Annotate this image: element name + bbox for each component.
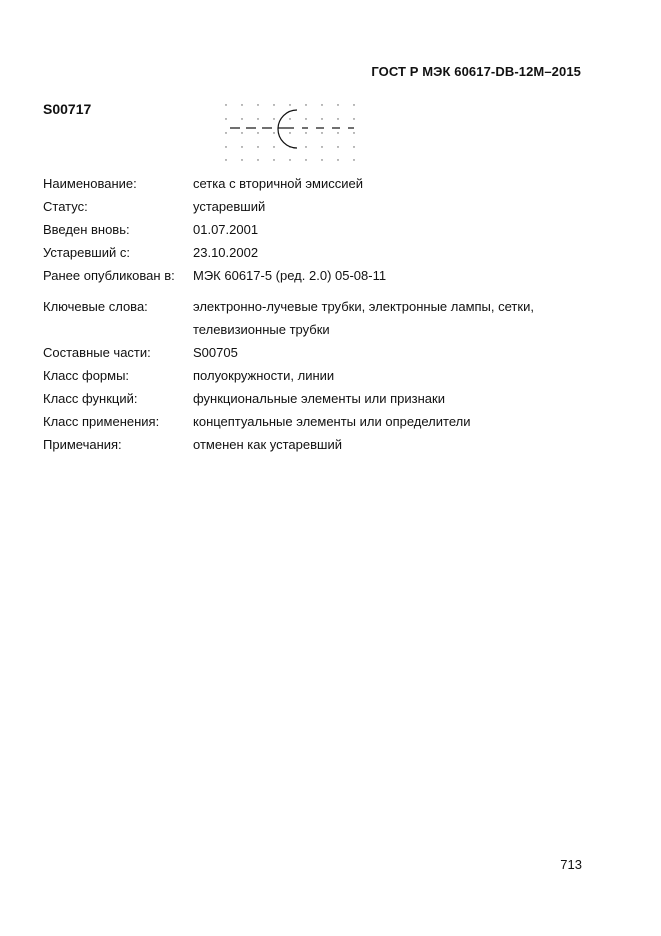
property-value: S00705 [193, 345, 238, 360]
grid-dot [353, 132, 354, 133]
grid-dot [305, 146, 306, 147]
grid-dot [337, 146, 338, 147]
property-label: Статус: [43, 199, 88, 214]
grid-dot [305, 104, 306, 105]
grid-dot [289, 132, 290, 133]
grid-dot [273, 118, 274, 119]
grid-dot [289, 104, 290, 105]
grid-dot [289, 159, 290, 160]
property-value: полуокружности, линии [193, 368, 335, 383]
grid-dot [321, 159, 322, 160]
grid-dot [305, 118, 306, 119]
property-label: Ранее опубликован в: [43, 268, 175, 283]
grid-dot [225, 159, 226, 160]
grid-dot [241, 104, 242, 105]
page-number: 713 [560, 857, 582, 872]
property-label: Ключевые слова: [43, 299, 148, 314]
property-label: Устаревший с: [43, 245, 130, 260]
grid-dot [273, 104, 274, 105]
properties-group-b [43, 295, 603, 456]
grid-dot [337, 118, 338, 119]
grid-dot [257, 159, 258, 160]
grid-dot [337, 159, 338, 160]
property-row [43, 318, 603, 341]
property-row [43, 264, 603, 287]
grid-dot [257, 104, 258, 105]
property-value: функциональные элементы или признаки [193, 391, 445, 406]
property-label: Класс применения: [43, 414, 160, 429]
grid-with-secondary-emission-symbol-icon [221, 100, 361, 164]
property-value: устаревший [193, 199, 266, 214]
property-label: Введен вновь: [43, 222, 130, 237]
properties-group-a [43, 172, 603, 287]
property-row [43, 241, 603, 264]
property-row [43, 218, 603, 241]
property-value: сетка с вторичной эмиссией [193, 176, 363, 191]
grid-dot [353, 159, 354, 160]
symbol-code: S00717 [43, 101, 92, 117]
grid-dot [225, 118, 226, 119]
property-row [43, 387, 603, 410]
grid-dot [241, 146, 242, 147]
property-row [43, 410, 603, 433]
grid-dot [353, 118, 354, 119]
grid-dot [225, 146, 226, 147]
standard-header: ГОСТ Р МЭК 60617-DB-12M–2015 [371, 64, 581, 79]
property-row [43, 295, 603, 318]
grid-dot [257, 146, 258, 147]
grid-dot [241, 118, 242, 119]
grid-dot [321, 118, 322, 119]
property-row [43, 172, 603, 195]
property-label: Составные части: [43, 345, 151, 360]
property-row [43, 364, 603, 387]
grid-dot [321, 132, 322, 133]
grid-dot [225, 104, 226, 105]
property-value: 01.07.2001 [193, 222, 259, 237]
property-value: концептуальные элементы или определители [193, 414, 471, 429]
grid-dot [241, 132, 242, 133]
property-value: электронно-лучевые трубки, электронные лампы, сетки, [193, 299, 534, 314]
property-value: 23.10.2002 [193, 245, 259, 260]
grid-dot [305, 132, 306, 133]
grid-dot [273, 132, 274, 133]
group-gap [43, 287, 603, 295]
property-value: отменен как устаревший [193, 437, 342, 452]
grid-dot [257, 132, 258, 133]
grid-dot [225, 132, 226, 133]
grid-dot [353, 104, 354, 105]
grid-dot [305, 159, 306, 160]
grid-dot [273, 146, 274, 147]
grid-dot [273, 159, 274, 160]
property-value: МЭК 60617-5 (ред. 2.0) 05-08-11 [193, 268, 387, 283]
grid-dot [241, 159, 242, 160]
property-label: Примечания: [43, 437, 122, 452]
property-label: Класс функций: [43, 391, 138, 406]
property-value: телевизионные трубки [193, 322, 330, 337]
property-label: Наименование: [43, 176, 137, 191]
grid-dot [353, 146, 354, 147]
symbol-properties [43, 172, 603, 456]
grid-dot [337, 132, 338, 133]
property-row [43, 195, 603, 218]
grid-dot [257, 118, 258, 119]
property-label: Класс формы: [43, 368, 130, 383]
grid-dot [289, 118, 290, 119]
grid-dot [321, 104, 322, 105]
property-label [43, 318, 193, 341]
property-row [43, 433, 603, 456]
grid-dot [321, 146, 322, 147]
grid-dot [337, 104, 338, 105]
property-row [43, 341, 603, 364]
